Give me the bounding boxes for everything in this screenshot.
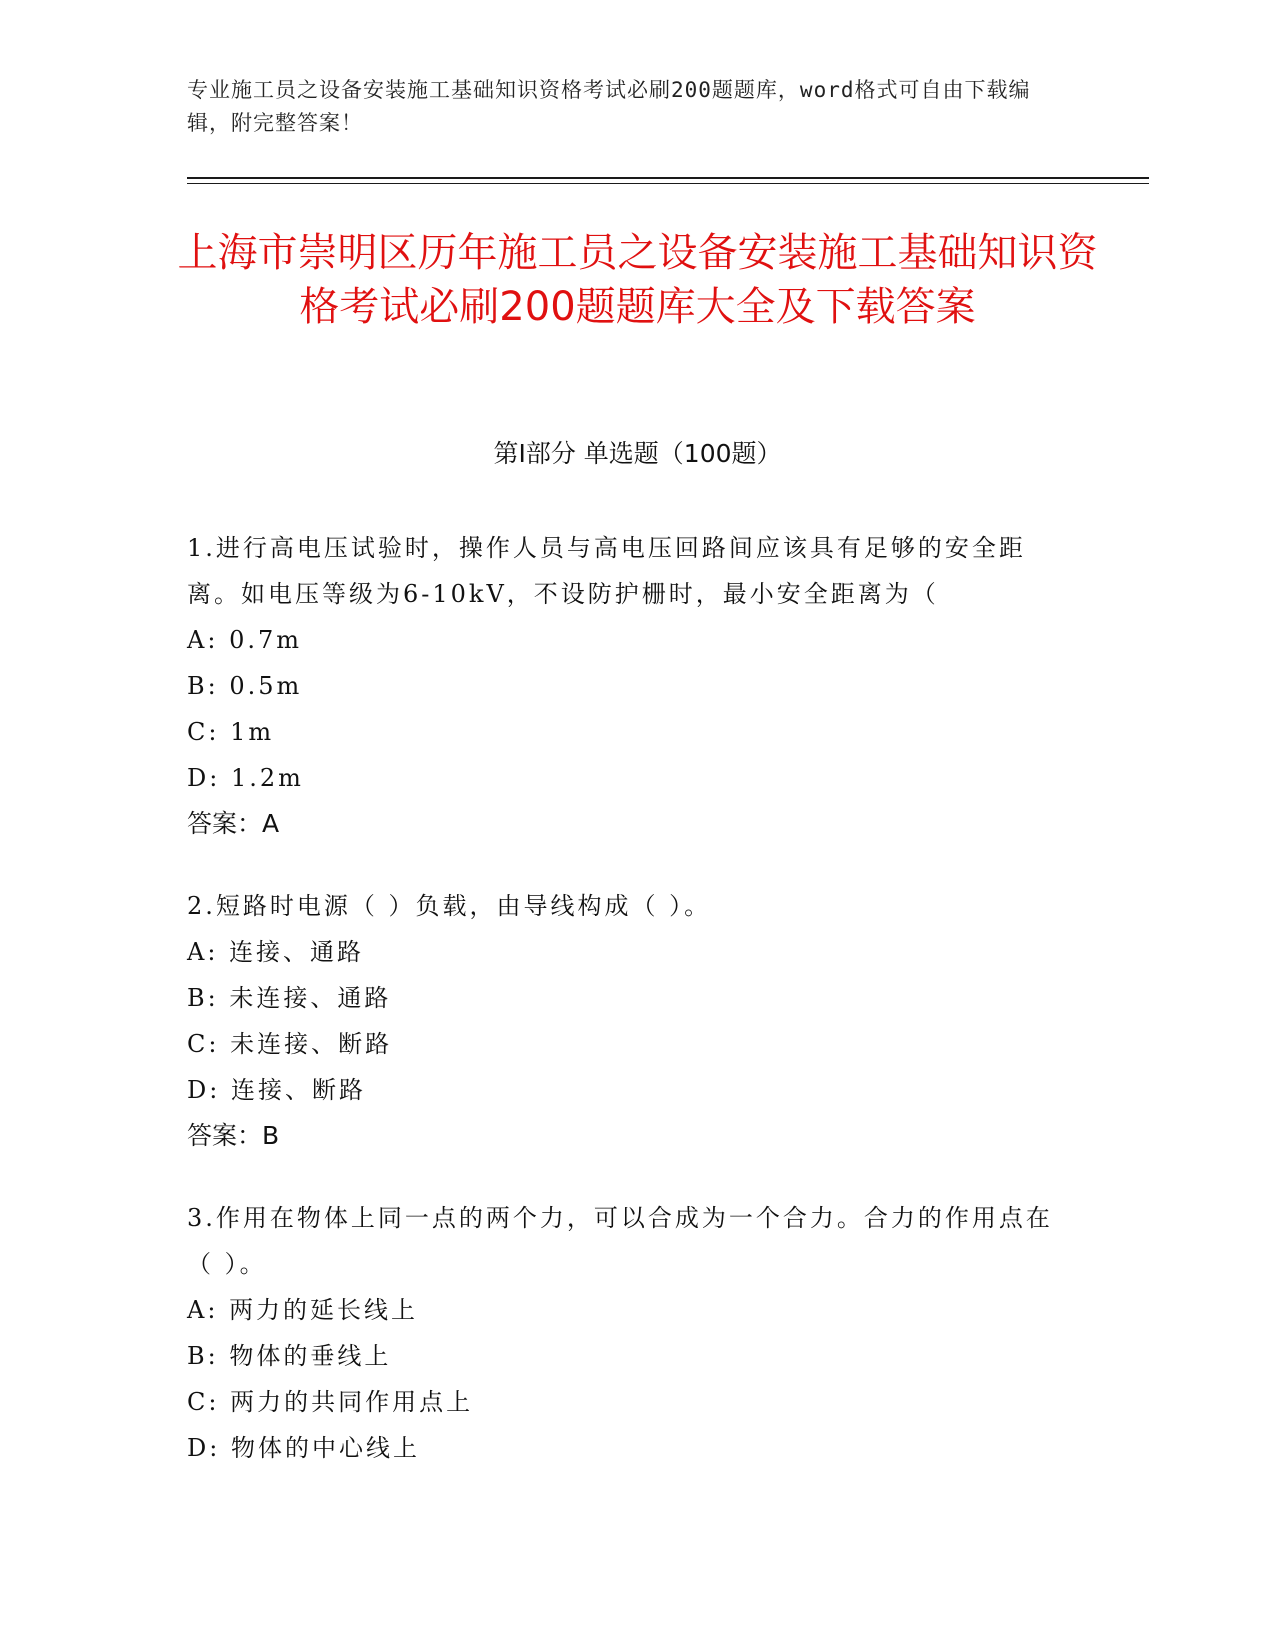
option-text: 未连接、断路 bbox=[230, 1030, 393, 1058]
option-text: 两力的延长线上 bbox=[229, 1296, 419, 1324]
option-text: 0.5m bbox=[229, 672, 303, 700]
header-note: 专业施工员之设备安装施工基础知识资格考试必刷200题题库，word格式可自由下载编辑，附完整答案！ bbox=[187, 78, 1031, 135]
option-key: C: bbox=[187, 1388, 220, 1416]
option-b bbox=[187, 975, 1067, 1021]
option-text: 物体的垂线上 bbox=[229, 1342, 392, 1370]
option-b bbox=[187, 663, 1067, 709]
option-key: B: bbox=[187, 984, 219, 1012]
option-key: B: bbox=[187, 672, 219, 700]
option-a bbox=[187, 1287, 1067, 1333]
question-item bbox=[187, 1195, 1067, 1471]
document-title: 上海市崇明区历年施工员之设备安装施工基础知识资格考试必刷200题题库大全及下载答案 bbox=[177, 230, 1098, 330]
option-key: D: bbox=[187, 1076, 221, 1104]
question-stem: 2.短路时电源（ ）负载，由导线构成（ ）。 bbox=[187, 892, 712, 920]
option-key: C: bbox=[187, 718, 220, 746]
option-d bbox=[187, 755, 1067, 801]
option-text: 0.7m bbox=[229, 626, 302, 654]
option-key: B: bbox=[187, 1342, 219, 1370]
option-c bbox=[187, 1379, 1067, 1425]
answer-line: 答案：A bbox=[187, 809, 280, 838]
option-text: 连接、断路 bbox=[230, 1076, 366, 1104]
header-rule-thick bbox=[187, 177, 1149, 179]
option-c bbox=[187, 1021, 1067, 1067]
option-d bbox=[187, 1425, 1067, 1471]
option-a bbox=[187, 617, 1067, 663]
question-list bbox=[187, 525, 1067, 1507]
option-text: 物体的中心线上 bbox=[230, 1434, 420, 1462]
section-title: 第I部分 单选题（100题） bbox=[493, 439, 782, 468]
option-text: 两力的共同作用点上 bbox=[230, 1388, 474, 1416]
question-stem: 3.作用在物体上同一点的两个力，可以合成为一个合力。合力的作用点在（ ）。 bbox=[187, 1204, 1053, 1278]
option-key: D: bbox=[187, 1434, 221, 1462]
option-a bbox=[187, 929, 1067, 975]
option-key: A: bbox=[187, 938, 219, 966]
answer-line: 答案：B bbox=[187, 1121, 280, 1150]
option-text: 1m bbox=[230, 718, 275, 746]
option-key: D: bbox=[187, 764, 221, 792]
option-c bbox=[187, 709, 1067, 755]
option-key: A: bbox=[187, 626, 219, 654]
option-key: A: bbox=[187, 1296, 219, 1324]
question-item bbox=[187, 883, 1067, 1159]
option-text: 未连接、通路 bbox=[229, 984, 392, 1012]
question-stem: 1.进行高电压试验时，操作人员与高电压回路间应该具有足够的安全距离。如电压等级为6-10kV，不设防护栅时，最小安全距离为（ bbox=[187, 534, 1026, 608]
option-d bbox=[187, 1067, 1067, 1113]
header-rule-thin bbox=[187, 183, 1149, 184]
option-text: 1.2m bbox=[230, 764, 304, 792]
option-key: C: bbox=[187, 1030, 220, 1058]
option-b bbox=[187, 1333, 1067, 1379]
question-item bbox=[187, 525, 1067, 847]
option-text: 连接、通路 bbox=[229, 938, 365, 966]
